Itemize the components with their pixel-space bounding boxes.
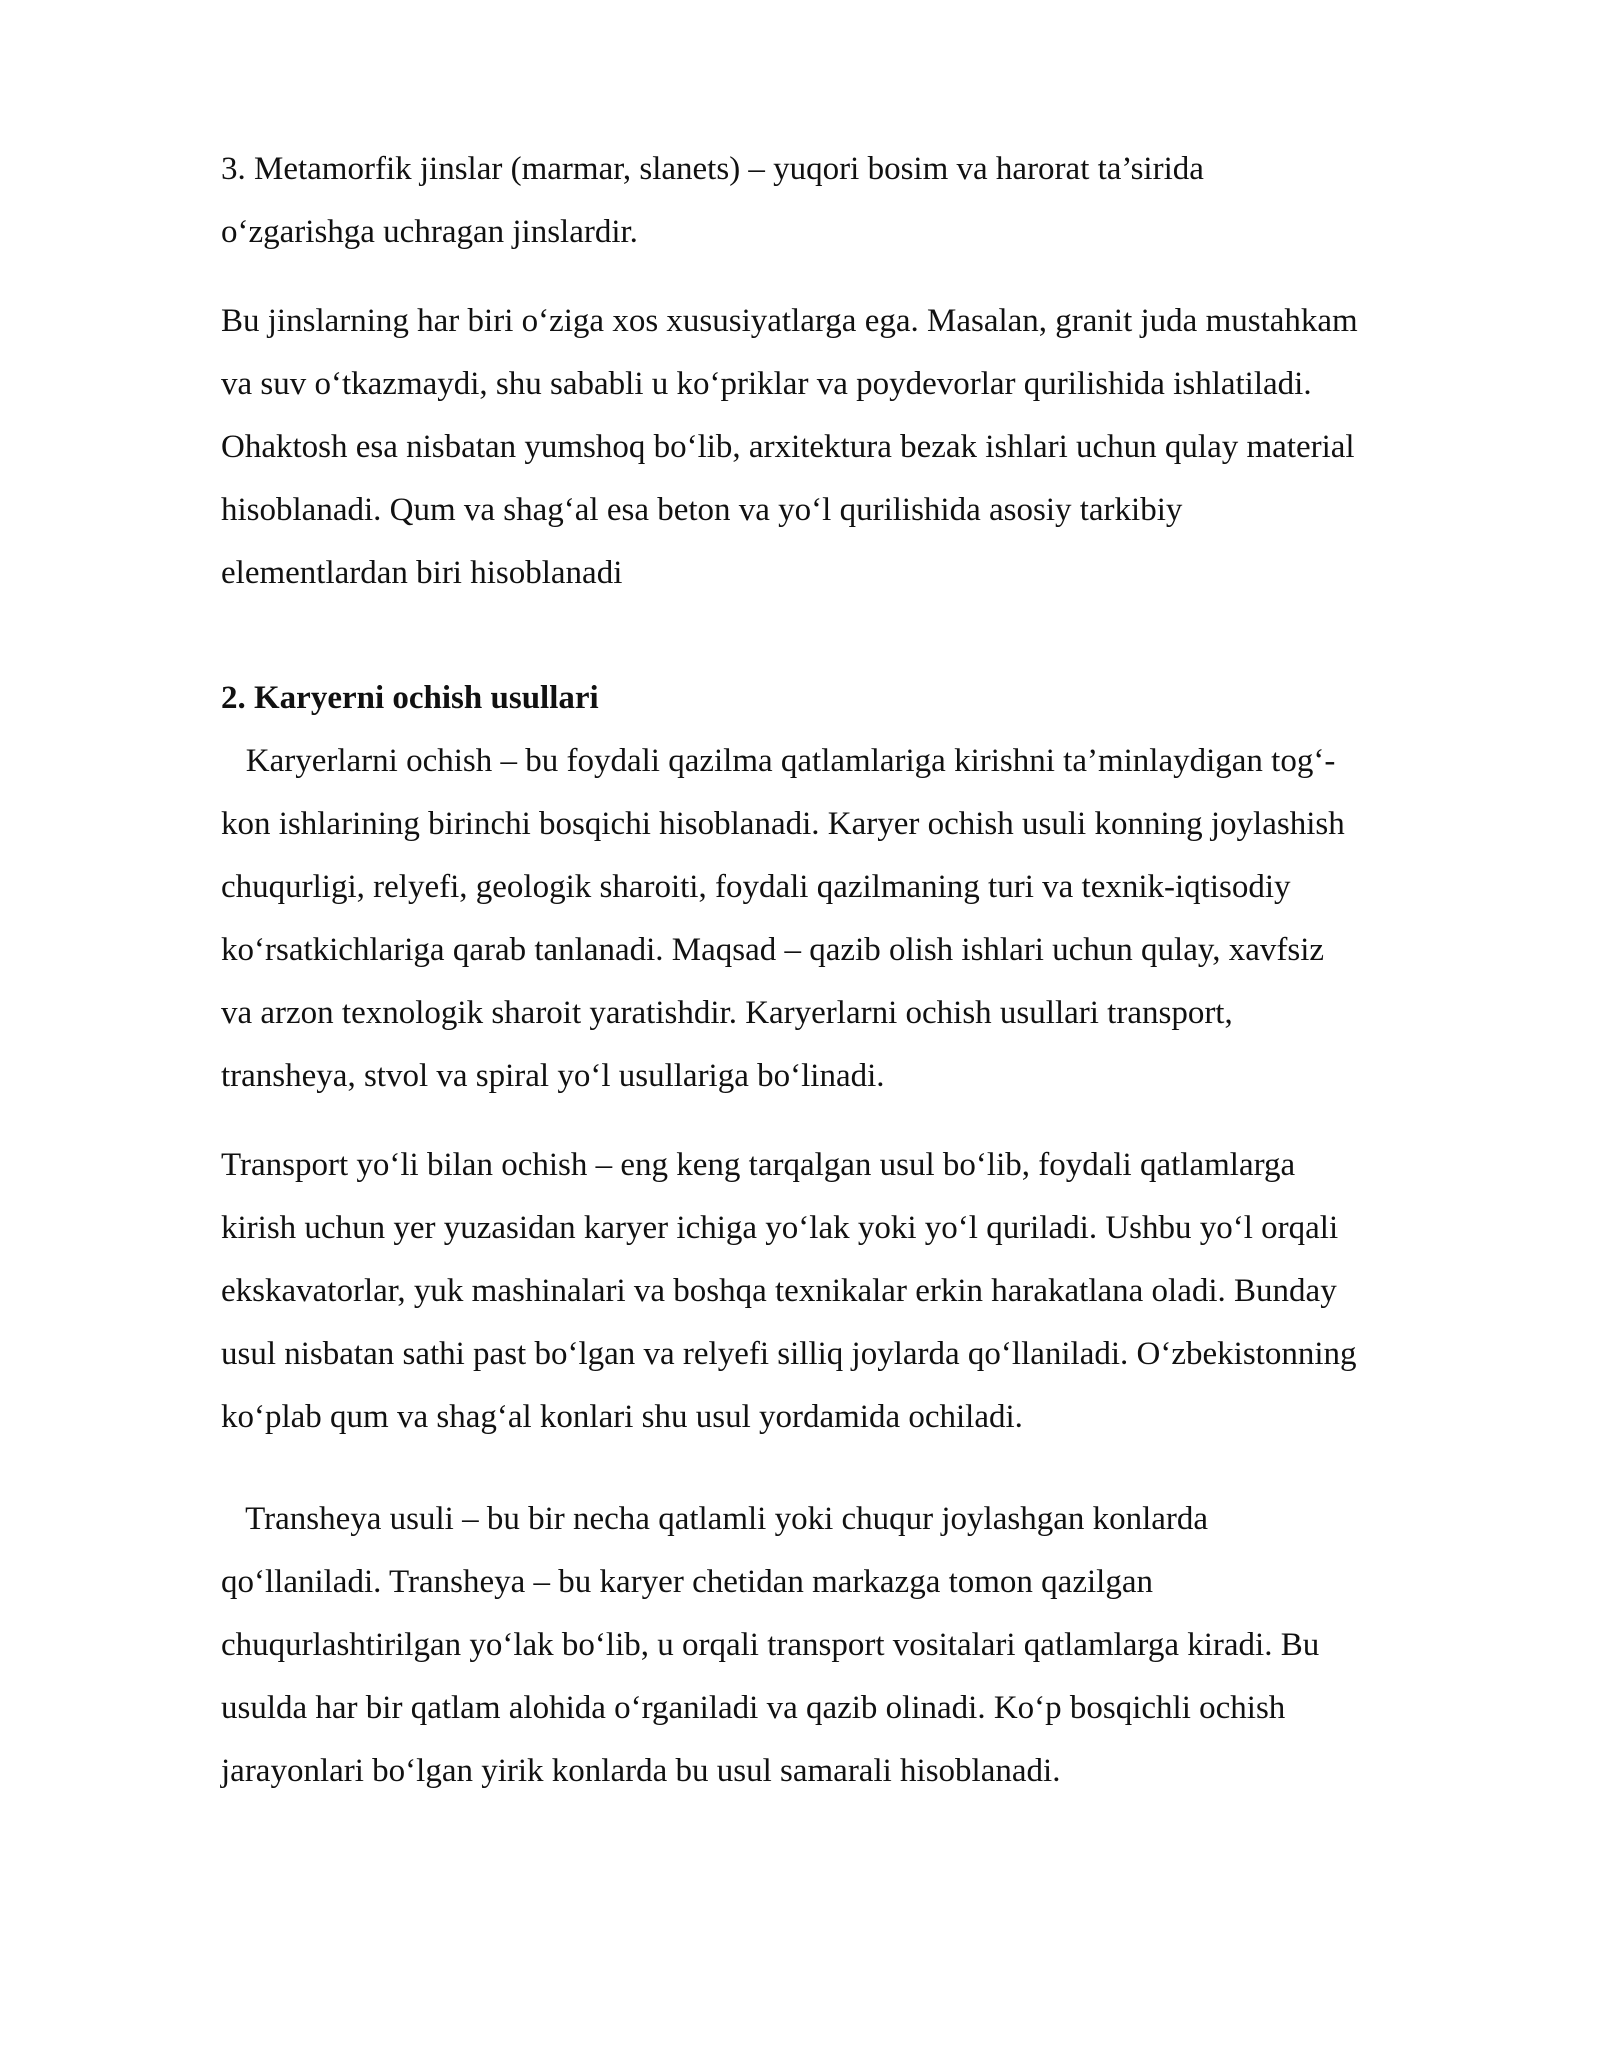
heading-text: 2. Karyerni ochish usullari — [221, 680, 599, 716]
paragraph-trench-method — [221, 1488, 1483, 1803]
text-line: Transport yo‘li bilan ochish – eng keng tarqalgan usul bo‘lib, foydali qatlamlarga — [221, 1147, 1296, 1183]
text-line: Transheya usuli – bu bir necha qatlamli yoki chuqur joylashgan konlarda — [221, 1501, 1209, 1537]
text-line: chuqurlashtirilgan yo‘lak bo‘lib, u orqali transport vositalari qatlamlarga kiradi. Bu — [221, 1627, 1320, 1663]
text-line: ko‘plab qum va shag‘al konlari shu usul yordamida ochiladi. — [221, 1399, 1023, 1435]
text-line: jarayonlari bo‘lgan yirik konlarda bu usul samarali hisoblanadi. — [221, 1753, 1061, 1789]
text-line: qo‘llaniladi. Transheya – bu karyer chetidan markazga tomon qazilgan — [221, 1564, 1153, 1600]
text-line: elementlardan biri hisoblanadi — [221, 555, 623, 591]
paragraph-transport-method — [221, 1134, 1483, 1449]
text-line: Bu jinslarning har biri o‘ziga xos xususiyatlarga ega. Masalan, granit juda mustahkam — [221, 303, 1358, 339]
text-line: 3. Metamorfik jinslar (marmar, slanets) – yuqori bosim va harorat ta’sirida — [221, 151, 1204, 187]
paragraph-quarry-opening-intro — [221, 730, 1483, 1108]
text-line: Karyerlarni ochish – bu foydali qazilma qatlamlariga kirishni ta’minlaydigan tog‘- — [221, 743, 1336, 779]
text-line: kirish uchun yer yuzasidan karyer ichiga yo‘lak yoki yo‘l quriladi. Ushbu yo‘l orqali — [221, 1210, 1339, 1246]
text-line: usul nisbatan sathi past bo‘lgan va relyefi silliq joylarda qo‘llaniladi. O‘zbekistonning — [221, 1336, 1357, 1372]
text-line: o‘zgarishga uchragan jinslardir. — [221, 214, 638, 250]
text-line: Ohaktosh esa nisbatan yumshoq bo‘lib, arxitektura bezak ishlari uchun qulay material — [221, 429, 1355, 465]
text-line: chuqurligi, relyefi, geologik sharoiti, foydali qazilmaning turi va texnik-iqtisodiy — [221, 869, 1291, 905]
section-heading — [221, 667, 1483, 730]
text-line: hisoblanadi. Qum va shag‘al esa beton va yo‘l qurilishida asosiy tarkibiy — [221, 492, 1183, 528]
text-line: ko‘rsatkichlariga qarab tanlanadi. Maqsad – qazib olish ishlari uchun qulay, xavfsiz — [221, 932, 1325, 968]
text-line: ekskavatorlar, yuk mashinalari va boshqa texnikalar erkin harakatlana oladi. Bunday — [221, 1273, 1337, 1309]
paragraph-rock-properties — [221, 290, 1483, 605]
text-line: usulda har bir qatlam alohida o‘rganiladi va qazib olinadi. Ko‘p bosqichli ochish — [221, 1690, 1286, 1726]
text-line: va arzon texnologik sharoit yaratishdir. Karyerlarni ochish usullari transport, — [221, 995, 1233, 1031]
text-line: kon ishlarining birinchi bosqichi hisoblanadi. Karyer ochish usuli konning joylashish — [221, 806, 1345, 842]
text-line: va suv o‘tkazmaydi, shu sababli u ko‘priklar va poydevorlar qurilishida ishlatiladi. — [221, 366, 1312, 402]
paragraph-metamorphic-rocks — [221, 138, 1483, 264]
text-line: transheya, stvol va spiral yo‘l usullariga bo‘linadi. — [221, 1058, 885, 1094]
